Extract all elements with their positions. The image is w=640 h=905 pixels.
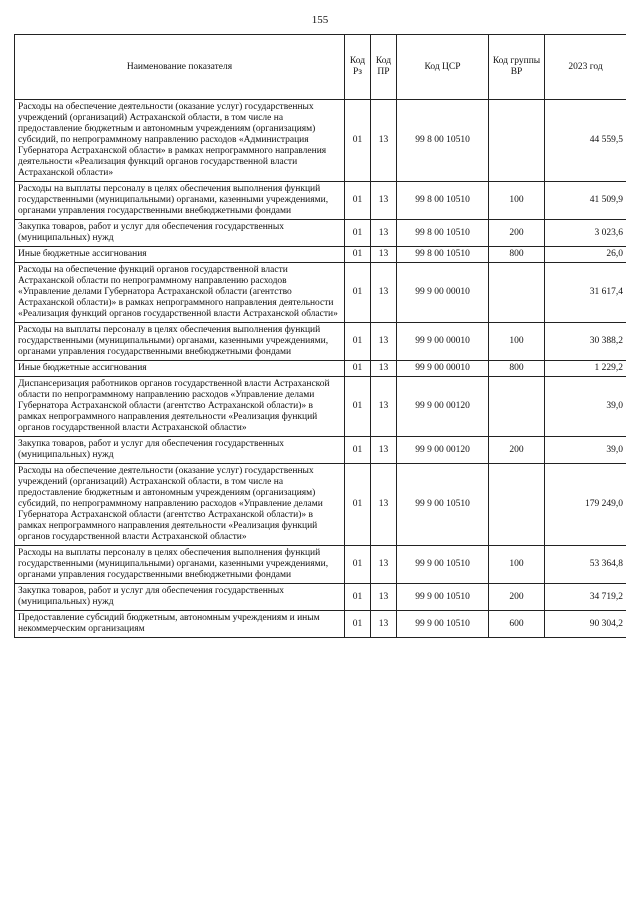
- row-pr: 13: [371, 464, 397, 546]
- table-row: [15, 263, 627, 323]
- row-sum: 3 023,6: [545, 220, 627, 247]
- row-rz: 01: [345, 263, 371, 323]
- row-pr: 13: [371, 323, 397, 361]
- row-name: Закупка товаров, работ и услуг для обеспечения государственных (муниципальных) нужд: [15, 437, 345, 464]
- row-sum: 39,0: [545, 437, 627, 464]
- row-pr: 13: [371, 584, 397, 611]
- row-vr: 200: [489, 437, 545, 464]
- row-vr: [489, 100, 545, 182]
- row-name: Расходы на выплаты персоналу в целях обеспечения выполнения функций государственными (муниципальными) органами, казенными учреждениями, органами управления государственными внебюджетными фондами: [15, 546, 345, 584]
- table-row: [15, 546, 627, 584]
- row-sum: 34 719,2: [545, 584, 627, 611]
- row-csr: 99 9 00 10510: [397, 584, 489, 611]
- row-name: Иные бюджетные ассигнования: [15, 247, 345, 263]
- row-csr: 99 8 00 10510: [397, 182, 489, 220]
- table-row: [15, 464, 627, 546]
- row-name: Предоставление субсидий бюджетным, автономным учреждениям и иным некоммерческим организациям: [15, 611, 345, 638]
- row-vr: 100: [489, 182, 545, 220]
- row-pr: 13: [371, 247, 397, 263]
- page-number: 155: [311, 14, 329, 26]
- row-vr: 100: [489, 546, 545, 584]
- table-row: [15, 437, 627, 464]
- header-name: Наименование показателя: [15, 35, 345, 100]
- row-name: Закупка товаров, работ и услуг для обеспечения государственных (муниципальных) нужд: [15, 584, 345, 611]
- row-sum: 90 304,2: [545, 611, 627, 638]
- row-sum: 39,0: [545, 377, 627, 437]
- header-pr: Код ПР: [371, 35, 397, 100]
- row-sum: 41 509,9: [545, 182, 627, 220]
- row-rz: 01: [345, 464, 371, 546]
- row-name: Расходы на выплаты персоналу в целях обеспечения выполнения функций государственными (муниципальными) органами, казенными учреждениями, органами управления государственными внебюджетными фондами: [15, 182, 345, 220]
- row-sum: 30 388,2: [545, 323, 627, 361]
- table-row: [15, 100, 627, 182]
- row-rz: 01: [345, 323, 371, 361]
- table-row: [15, 323, 627, 361]
- row-name: Расходы на выплаты персоналу в целях обеспечения выполнения функций государственными (муниципальными) органами, казенными учреждениями, органами управления государственными внебюджетными фондами: [15, 323, 345, 361]
- row-sum: 53 364,8: [545, 546, 627, 584]
- header-rz: Код Рз: [345, 35, 371, 100]
- header-csr: Код ЦСР: [397, 35, 489, 100]
- row-sum: 26,0: [545, 247, 627, 263]
- row-rz: 01: [345, 100, 371, 182]
- row-rz: 01: [345, 247, 371, 263]
- row-rz: 01: [345, 182, 371, 220]
- row-pr: 13: [371, 377, 397, 437]
- row-sum: 179 249,0: [545, 464, 627, 546]
- row-pr: 13: [371, 361, 397, 377]
- row-pr: 13: [371, 611, 397, 638]
- row-rz: 01: [345, 361, 371, 377]
- row-pr: 13: [371, 100, 397, 182]
- row-rz: 01: [345, 546, 371, 584]
- row-csr: 99 8 00 10510: [397, 220, 489, 247]
- row-sum: 31 617,4: [545, 263, 627, 323]
- row-vr: 600: [489, 611, 545, 638]
- row-pr: 13: [371, 220, 397, 247]
- table-row: [15, 361, 627, 377]
- row-pr: 13: [371, 546, 397, 584]
- row-csr: 99 9 00 00010: [397, 263, 489, 323]
- row-vr: 800: [489, 361, 545, 377]
- budget-table: [14, 34, 626, 638]
- row-name: Закупка товаров, работ и услуг для обеспечения государственных (муниципальных) нужд: [15, 220, 345, 247]
- row-rz: 01: [345, 377, 371, 437]
- row-vr: 200: [489, 220, 545, 247]
- row-csr: 99 8 00 10510: [397, 100, 489, 182]
- row-vr: 800: [489, 247, 545, 263]
- table-row: [15, 182, 627, 220]
- row-pr: 13: [371, 437, 397, 464]
- row-csr: 99 9 00 00010: [397, 361, 489, 377]
- row-csr: 99 9 00 10510: [397, 464, 489, 546]
- table-row: [15, 220, 627, 247]
- row-vr: 100: [489, 323, 545, 361]
- row-rz: 01: [345, 584, 371, 611]
- table-row: [15, 247, 627, 263]
- row-name: Диспансеризация работников органов государственной власти Астраханской области по непрограммному направлению расходов «Управление делами Губернатора Астраханской области (агентство Астраханской области)» в рамках непрограммного направления деятельности «Реализация функций органов государственной власти Астраханской области»: [15, 377, 345, 437]
- row-sum: 44 559,5: [545, 100, 627, 182]
- row-csr: 99 9 00 10510: [397, 611, 489, 638]
- row-csr: 99 8 00 10510: [397, 247, 489, 263]
- row-rz: 01: [345, 611, 371, 638]
- table-header-row: [15, 35, 627, 100]
- header-2023: 2023 год: [545, 35, 627, 100]
- row-name: Иные бюджетные ассигнования: [15, 361, 345, 377]
- row-vr: [489, 464, 545, 546]
- row-sum: 1 229,2: [545, 361, 627, 377]
- row-pr: 13: [371, 263, 397, 323]
- row-vr: [489, 377, 545, 437]
- row-name: Расходы на обеспечение деятельности (оказание услуг) государственных учреждений (организаций) Астраханской области, в том числе на предоставление бюджетным и автономным учреждениям (организациям) субсидий, по непрограммному направлению расходов «Управление делами Губернатора Астраханской области (агентство Астраханской области)» в рамках непрограммного направления деятельности «Реализация функций органов государственной власти Астраханской области»: [15, 464, 345, 546]
- table-row: [15, 584, 627, 611]
- table-row: [15, 377, 627, 437]
- row-pr: 13: [371, 182, 397, 220]
- row-csr: 99 9 00 00010: [397, 323, 489, 361]
- table-row: [15, 611, 627, 638]
- row-name: Расходы на обеспечение деятельности (оказание услуг) государственных учреждений (организаций) Астраханской области, в том числе на предоставление бюджетным и автономным учреждениям (организациям) субсидий, по непрограммному направлению расходов «Администрация Губернатора Астраханской области» в рамках непрограммного направления деятельности «Реализация функций органов государственной власти Астраханской области»: [15, 100, 345, 182]
- row-rz: 01: [345, 437, 371, 464]
- row-vr: [489, 263, 545, 323]
- row-name: Расходы на обеспечение функций органов государственной власти Астраханской области по непрограммному направлению расходов «Управление делами Губернатора Астраханской области (агентство Астраханской области)» в рамках непрограммного направления деятельности «Реализация функций органов государственной власти Астраханской области»: [15, 263, 345, 323]
- row-csr: 99 9 00 00120: [397, 437, 489, 464]
- row-csr: 99 9 00 10510: [397, 546, 489, 584]
- row-rz: 01: [345, 220, 371, 247]
- header-vr: Код группы ВР: [489, 35, 545, 100]
- document-sheet: [14, 34, 626, 892]
- row-vr: 200: [489, 584, 545, 611]
- row-csr: 99 9 00 00120: [397, 377, 489, 437]
